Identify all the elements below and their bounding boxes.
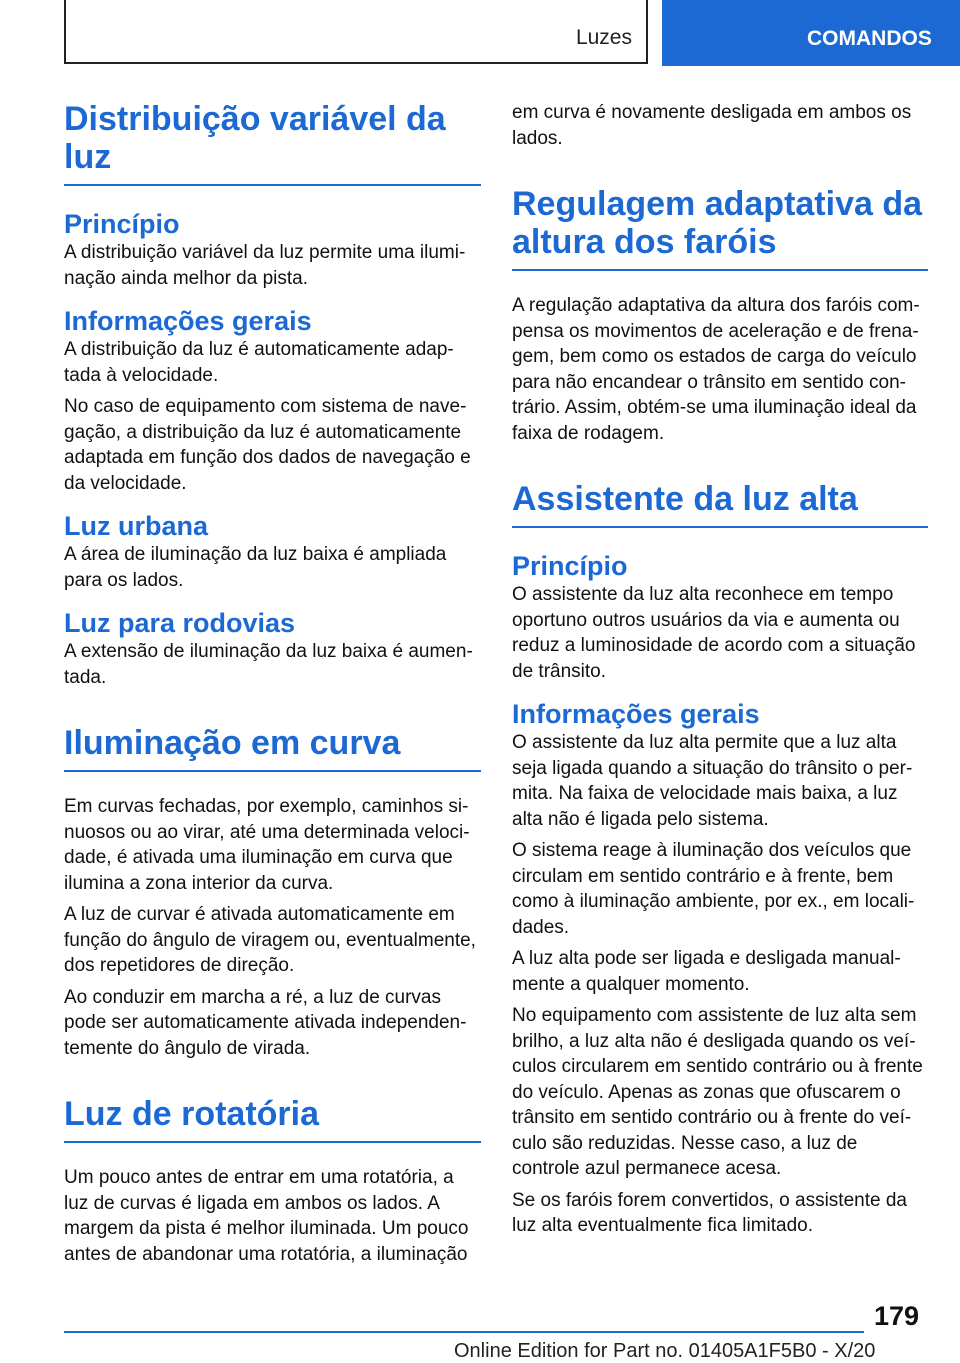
header-chapter-label: COMANDOS (807, 27, 932, 50)
footer-divider (64, 1331, 864, 1333)
header-chapter-tab[interactable] (662, 0, 960, 66)
paragraph-general-5: Se os faróis forem convertidos, o assistente da luz alta eventualmente fica limitado. (512, 1189, 907, 1236)
heading-adaptive-headlight-range: Regulagem adaptativa da altura dos faróis (512, 185, 928, 271)
paragraph-general-2: O sistema reage à iluminação dos veículos que circulam em sentido contrário e à frente, bem como à iluminação ambiente, por ex., em localidades. (512, 840, 915, 938)
paragraph-cornering-3: Ao conduzir em marcha a ré, a luz de curvas pode ser automaticamente ativada independentemente do ângulo de virada. (64, 986, 467, 1059)
subheading-city-light: Luz urbana (64, 511, 209, 541)
paragraph-general-3: A luz alta pode ser ligada e desligada manualmente a qualquer momento. (512, 948, 901, 995)
paragraph-cornering-2: A luz de curvar é ativada automaticamente em função do ângulo de viragem ou, eventualmente, dos repetidores de direção. (64, 904, 476, 976)
heading-light-distribution: Distribuição variável da luz (64, 100, 481, 186)
paragraph-roundabout: Um pouco antes de entrar em uma rotatória, a luz de curvas é ligada em ambos os lados. A margem da pista é melhor iluminada. Um pouco antes de abandonar uma rotatória, a iluminação (64, 1167, 469, 1265)
paragraph-city-light: A área de iluminação da luz baixa é ampliada para os lados. (64, 544, 447, 591)
paragraph-general-1: O assistente da luz alta permite que a luz alta seja ligada quando a situação do trânsito o permita. Na faixa de velocidade mais baixa, a luz alta não é ligada pelo sistema. (512, 732, 913, 830)
paragraph-cornering-1: Em curvas fechadas, por exemplo, caminhos sinuosos ou ao virar, até uma determinada velocidade, é ativada uma iluminação em curva que ilumina a zona interior da curva. (64, 796, 470, 894)
heading-roundabout-light: Luz de rotatória (64, 1095, 481, 1143)
subheading-general-info: Informações gerais (64, 306, 312, 336)
paragraph-roundabout-continued: em curva é novamente desligada em ambos os lados. (512, 102, 912, 149)
subheading-highway-light: Luz para rodovias (64, 608, 296, 638)
footer-edition: Online Edition for Part no. 01405A1F5B0 - X/20 (454, 1340, 876, 1362)
header-frame (64, 0, 648, 64)
subheading-principle: Princípio (64, 209, 180, 239)
paragraph-general-4: No equipamento com assistente de luz alta sem brilho, a luz alta não é desligada quando os veículos circularem em sentido contrário ou à frente do veículo. Apenas as zonas que ofuscarem o trânsito em sentido contrário ou à frente do veículo são reduzidas. Nesse caso, a luz de controle azul permanece acesa. (512, 1005, 923, 1179)
header-section-title: Luzes (575, 26, 632, 49)
paragraph-adaptive-headlight-range: A regulação adaptativa da altura dos faróis compensa os movimentos de aceleração e de frenagem, bem como os estados de carga do veículo para não encandear o trânsito em sentido contrário. Assim, obtém-se uma iluminação ideal da faixa de rodagem. (512, 295, 920, 444)
heading-cornering-light: Iluminação em curva (64, 724, 481, 772)
subheading-general-info: Informações gerais (512, 699, 760, 729)
left-column (64, 100, 481, 1267)
heading-high-beam-assistant: Assistente da luz alta (512, 480, 928, 528)
right-column (512, 100, 928, 1239)
subheading-principle: Princípio (512, 551, 628, 581)
paragraph-highway-light: A extensão de iluminação da luz baixa é aumentada. (64, 641, 473, 688)
paragraph-principle: A distribuição variável da luz permite uma iluminação ainda melhor da pista. (64, 242, 466, 289)
paragraph-general-2: No caso de equipamento com sistema de navegação, a distribuição da luz é automaticamente adaptada em função dos dados de navegação e da velocidade. (64, 396, 471, 494)
paragraph-general-1: A distribuição da luz é automaticamente adaptada à velocidade. (64, 339, 454, 386)
paragraph-principle: O assistente da luz alta reconhece em tempo oportuno outros usuários da via e aumenta ou reduz a luminosidade de acordo com a situação de trânsito. (512, 584, 916, 682)
page-number: 179 (874, 1301, 920, 1331)
